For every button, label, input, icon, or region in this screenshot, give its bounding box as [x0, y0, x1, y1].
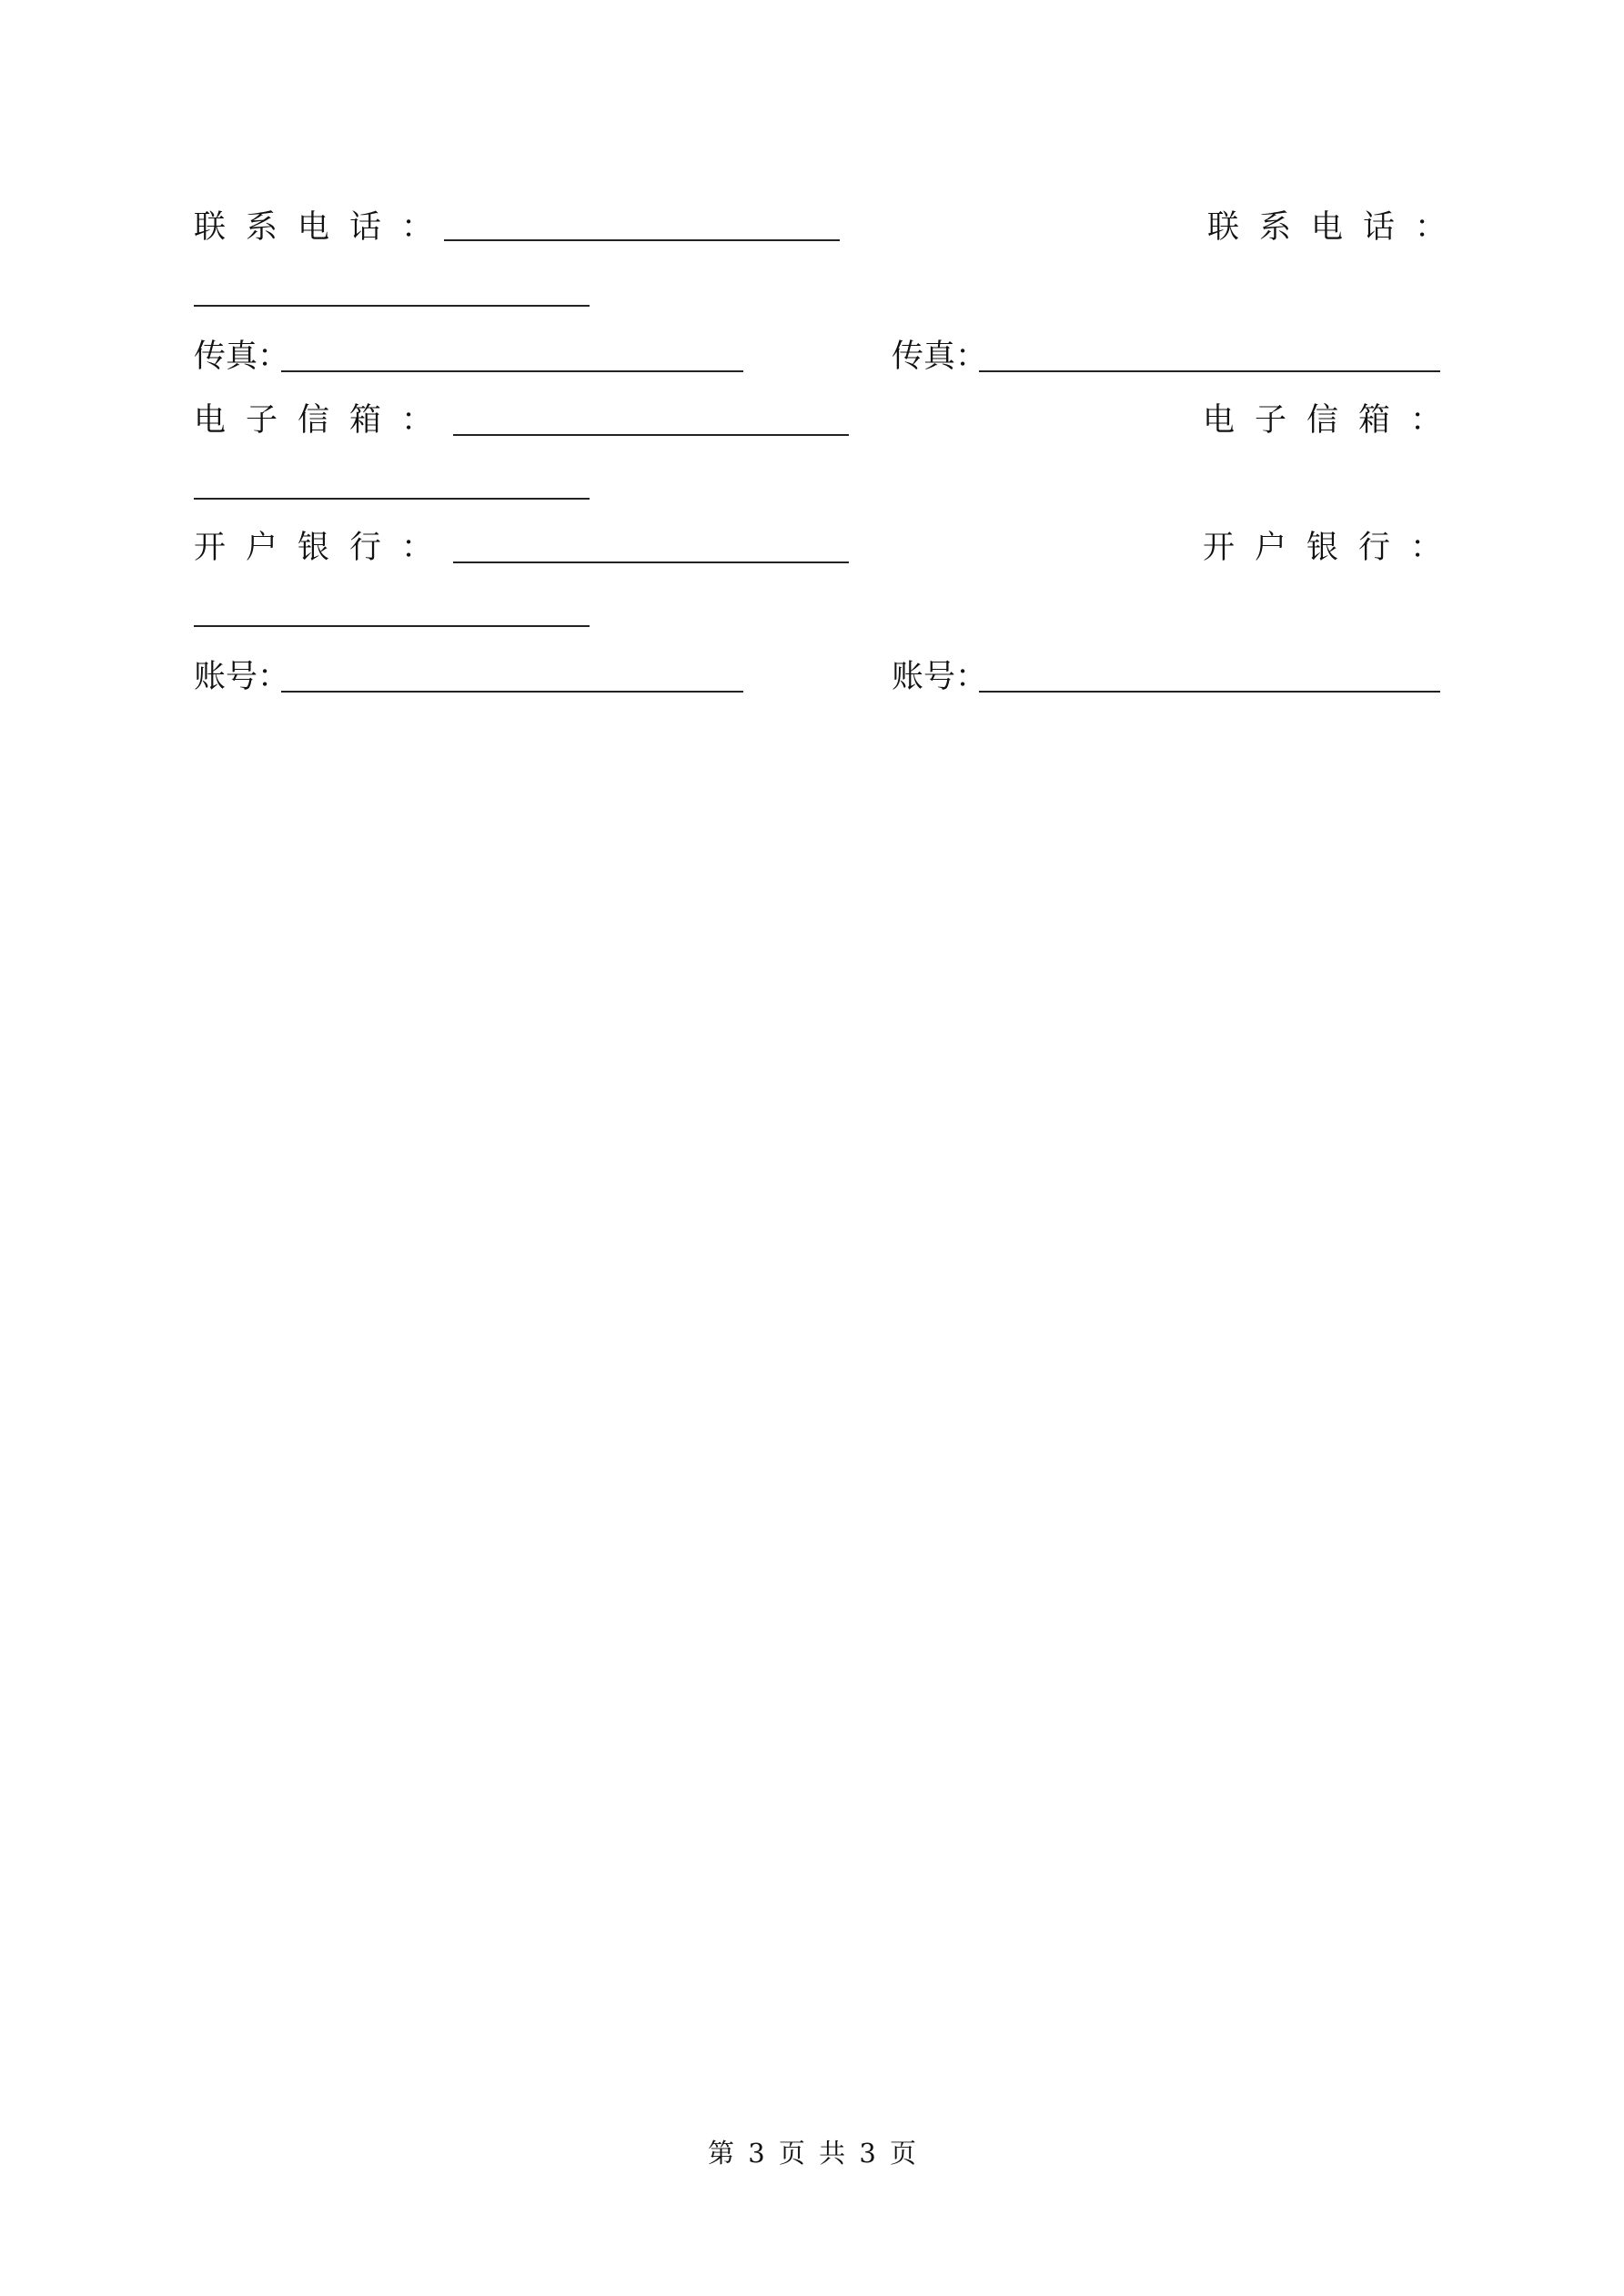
right-fax-line[interactable] — [979, 370, 1440, 372]
left-fax-label: 传真： — [194, 339, 290, 375]
right-account-label: 账号： — [892, 659, 988, 695]
left-phone-line[interactable] — [444, 239, 840, 241]
left-bank-label: 开户银行： — [194, 530, 454, 566]
right-email-label: 电子信箱： — [1203, 402, 1463, 439]
left-account-line[interactable] — [281, 691, 743, 693]
left-account-label: 账号： — [194, 659, 290, 695]
right-email-line[interactable] — [194, 498, 590, 500]
left-bank-line[interactable] — [453, 561, 849, 563]
page-number-footer: 第 3 页 共 3 页 — [708, 2138, 916, 2169]
right-bank-line[interactable] — [194, 625, 590, 627]
right-phone-label: 联系电话： — [1207, 209, 1468, 246]
left-email-label: 电子信箱： — [194, 402, 454, 439]
right-bank-label: 开户银行： — [1203, 530, 1463, 566]
right-phone-line[interactable] — [194, 305, 590, 307]
right-fax-label: 传真： — [892, 339, 988, 375]
left-fax-line[interactable] — [281, 370, 743, 372]
left-phone-label: 联系电话： — [194, 209, 454, 246]
left-email-line[interactable] — [453, 434, 849, 436]
right-account-line[interactable] — [979, 691, 1440, 693]
